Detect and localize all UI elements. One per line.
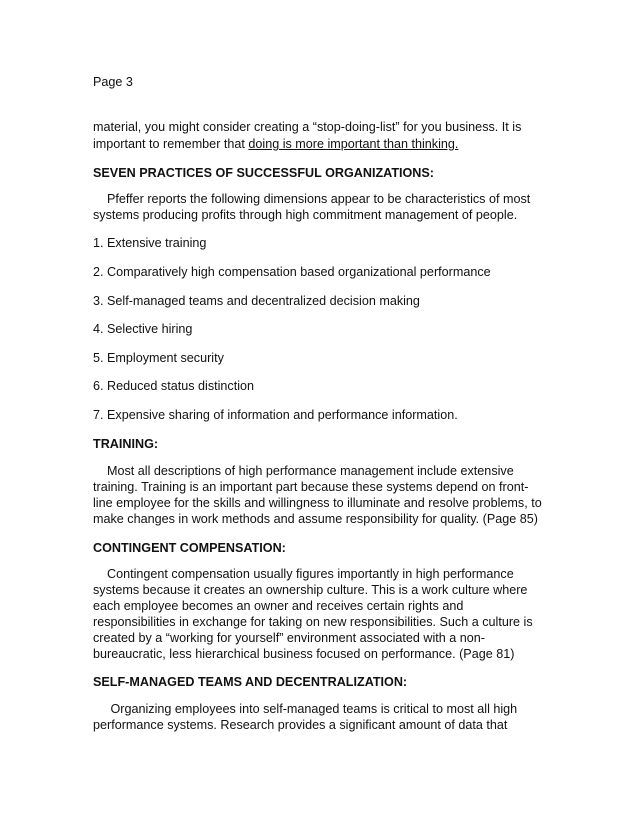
paragraph-line: make changes in work methods and assume responsibility for quality. (Page 85) [93, 512, 538, 526]
paragraph-line: Contingent compensation usually figures importantly in high performance [93, 567, 514, 581]
paragraph-line: Pfeffer reports the following dimensions appear to be characteristics of most [93, 192, 531, 206]
list-item: 2. Comparatively high compensation based organizational performance [93, 265, 491, 279]
paragraph-line: training. Training is an important part because these systems depend on front- [93, 480, 529, 494]
paragraph-line: responsibilities in exchange for taking on new responsibilities. Such a culture is [93, 615, 533, 629]
list-item: 5. Employment security [93, 351, 224, 365]
paragraph-line: systems because it creates an ownership culture. This is a work culture where [93, 583, 528, 597]
paragraph-line: bureaucratic, less hierarchical business focused on performance. (Page 81) [93, 647, 515, 661]
section-heading-contingent-compensation: CONTINGENT COMPENSATION: [93, 541, 286, 555]
intro-line: material, you might consider creating a “stop-doing-list” for you business. It is [93, 120, 522, 134]
paragraph-line: Organizing employees into self-managed teams is critical to most all high [93, 702, 518, 716]
section-heading-training: TRAINING: [93, 437, 159, 451]
list-item: 1. Extensive training [93, 236, 207, 250]
paragraph-line: each employee becomes an owner and receives certain rights and [93, 599, 464, 613]
list-item: 6. Reduced status distinction [93, 379, 255, 393]
paragraph-line: line employee for the skills and willingness to illuminate and resolve problems, to [93, 496, 542, 510]
paragraph-line: created by a “working for yourself” environment associated with a non- [93, 631, 485, 645]
page-number: Page 3 [93, 75, 133, 89]
section-heading-seven-practices: SEVEN PRACTICES OF SUCCESSFUL ORGANIZATIONS: [93, 166, 434, 180]
intro-text: important to remember that [93, 137, 249, 151]
section-heading-self-managed-teams: SELF-MANAGED TEAMS AND DECENTRALIZATION: [93, 675, 408, 689]
list-item: 4. Selective hiring [93, 322, 193, 336]
paragraph-line: performance systems. Research provides a significant amount of data that [93, 718, 508, 732]
list-item: 7. Expensive sharing of information and performance information. [93, 408, 458, 422]
paragraph-line: systems producing profits through high commitment management of people. [93, 208, 518, 222]
paragraph-line: Most all descriptions of high performance management include extensive [93, 464, 514, 478]
list-item: 3. Self-managed teams and decentralized decision making [93, 294, 420, 308]
intro-line [93, 136, 458, 153]
underlined-emphasis: doing is more important than thinking. [248, 137, 459, 151]
